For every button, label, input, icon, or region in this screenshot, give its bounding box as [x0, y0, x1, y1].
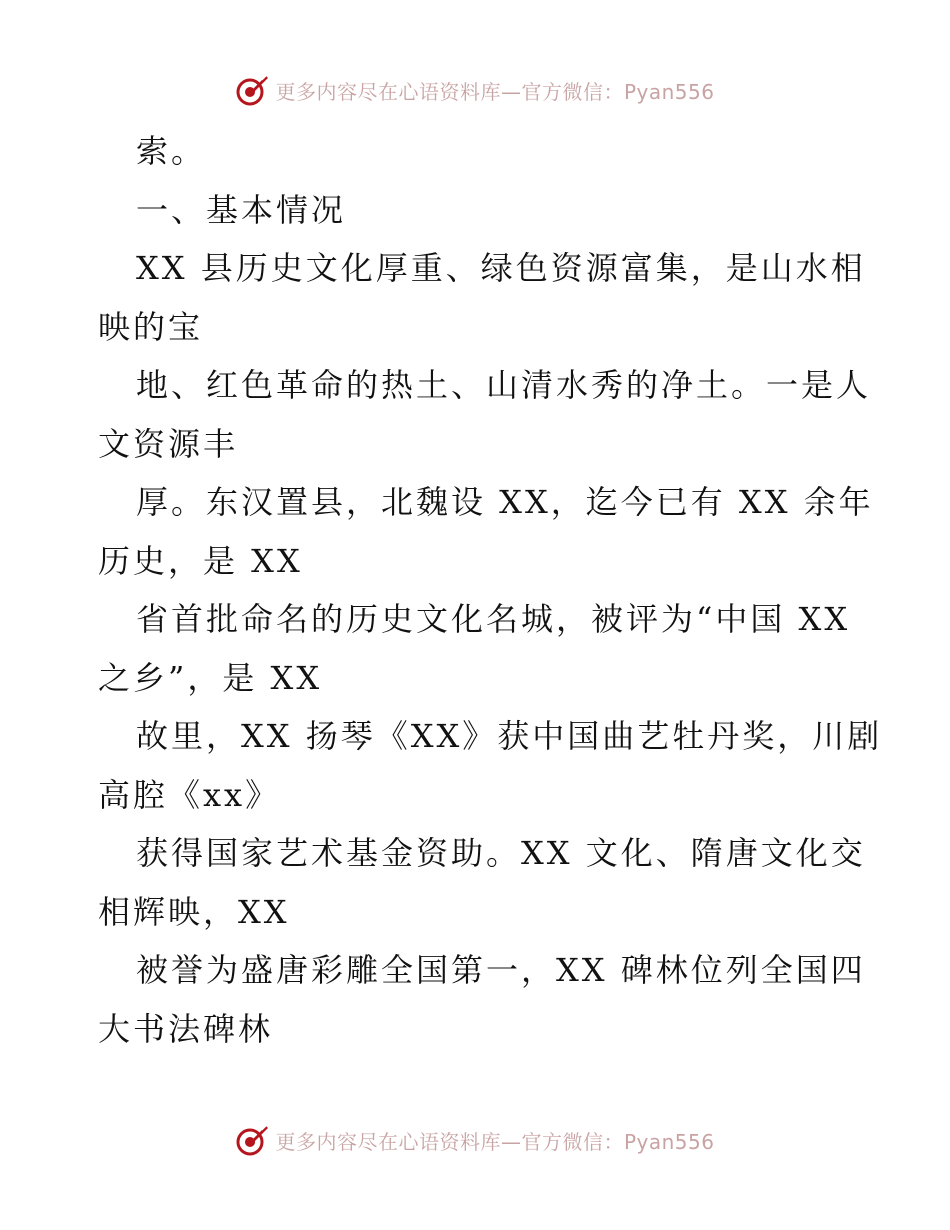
- section-heading: [98, 181, 868, 240]
- paragraph-first-line: XX 县历史文化厚重、绿色资源富集，是山水相: [136, 249, 866, 287]
- paragraph-continuation-line: 映的宝: [98, 307, 204, 346]
- section-heading-text: 一、基本情况: [136, 190, 347, 229]
- paragraph: [98, 122, 868, 181]
- paragraph-continuation-line: 大书法碑林: [98, 1009, 274, 1048]
- footer-watermark: [0, 1120, 950, 1160]
- pen-logo-icon: [235, 1123, 269, 1157]
- paragraph-continuation-line: 之乡”，是 XX: [98, 658, 323, 697]
- paragraph-first-line: 地、红色革命的热土、山清水秀的净土。一是人: [136, 366, 872, 404]
- pen-logo-icon: [235, 73, 269, 107]
- paragraph-first-line: 被誉为盛唐彩雕全国第一，XX 碑林位列全国四: [136, 951, 866, 989]
- paragraph: [98, 707, 883, 824]
- paragraph-first-line: 省首批命名的历史文化名城，被评为“中国 XX: [136, 600, 851, 638]
- paragraph: [98, 590, 868, 707]
- paragraph-first-line: 故里，XX 扬琴《XX》获中国曲艺牡丹奖，川剧: [136, 717, 883, 755]
- header-watermark: [0, 70, 950, 110]
- paragraph-first-line: 获得国家艺术基金资助。XX 文化、隋唐文化交: [136, 834, 866, 872]
- paragraph-continuation-line: 相辉映，XX: [98, 892, 290, 931]
- paragraph-continuation-line: 高腔《xx》: [98, 775, 281, 814]
- header-watermark-text: 更多内容尽在心语资料库—官方微信：Pyan556: [275, 79, 715, 104]
- document-body: [98, 122, 883, 1058]
- paragraph-first-line: 索。: [136, 132, 207, 170]
- paragraph: [98, 473, 874, 590]
- footer-watermark-text: 更多内容尽在心语资料库—官方微信：Pyan556: [275, 1129, 715, 1154]
- paragraph: [98, 239, 868, 356]
- paragraph: [98, 356, 872, 473]
- paragraph: [98, 824, 868, 941]
- paragraph-continuation-line: 历史，是 XX: [98, 541, 303, 580]
- paragraph-first-line: 厚。东汉置县，北魏设 XX，迄今已有 XX 余年: [136, 483, 874, 521]
- paragraph-continuation-line: 文资源丰: [98, 424, 239, 463]
- paragraph: [98, 941, 868, 1058]
